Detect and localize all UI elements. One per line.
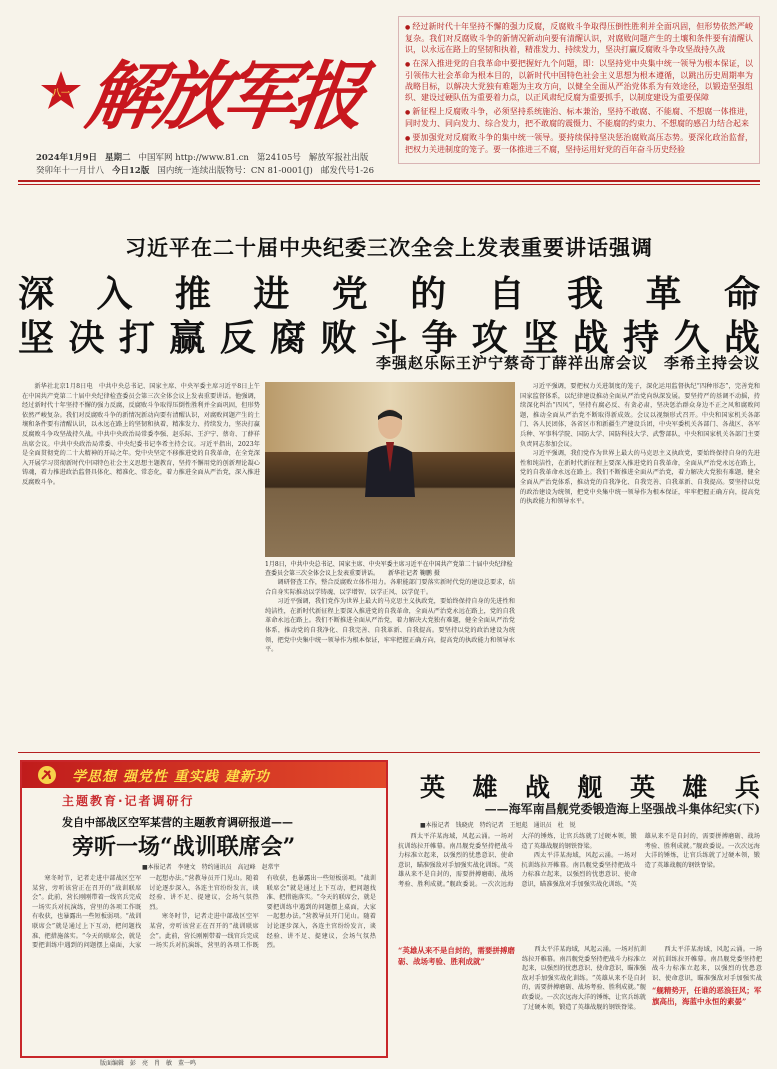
headline-char: 赢 [169,318,206,359]
headline-char: 兵 [734,773,760,802]
feature-body-continued [652,945,762,983]
headline-char: 舰 [577,773,603,802]
lunar-date: 癸卯年十一月廿八 [36,166,105,176]
headline-char: 战 [572,318,609,359]
headline-char: 打 [118,318,155,359]
masthead-info [36,152,396,178]
headline-char: 战 [723,318,760,359]
article-paragraph: 调研督查工作，整合反腐败立体作用力。各职能部门要落实新时代党的建设总要求，结合自身实际推动以学铸魂、以学增智、以学正风、以学促干。 [265,579,515,596]
postal-code: 邮发代号1-26 [320,166,374,176]
issue-number: 第24105号 [256,153,301,163]
party-emblem-icon [36,765,58,785]
headline-char: 英 [420,773,446,802]
svg-text:八一: 八一 [51,89,71,99]
speaker-figure-icon [360,402,420,497]
article-paragraph: 新华社北京1月8日电 中共中央总书记、国家主席、中央军委主席习近平8日上午在中国共产党第二十届中央纪律检查委员会第三次全体会议上发表重要讲话。他强调，经过新时代十年坚持不懈的强力反腐，反腐败斗争取得压倒性胜利并全面巩固，但形势依然严峻复杂。我们对反腐败斗争的新情况新动向要有清醒认识，对腐败问题产生的土壤和条件要有清醒认识，以永远在路上的坚韧和执着，精准发力、持续发力，坚决打赢反腐败斗争攻坚战持久战。中共中央政治局常委李强、赵乐际、王沪宁、蔡奇、丁薛祥出席会议。中共中央政治局常委、中央纪委书记李希主持会议。习近平指出，2023年是全面贯彻党的二十大精神的开局之年。党中央坚定不移推进党的自我革命，在全党深入开展学习贯彻新时代中国特色社会主义思想主题教育，坚持不懈用党的创新理论凝心铸魂，着力推进政治监督具体化、精准化、常态化，着力推进全面从严治党，深入推进反腐败斗争。 [22,383,260,486]
masthead-divider-thin [18,184,760,185]
article-paragraph: 习近平强调，我们党作为世界上最大的马克思主义执政党，要始终保持自身的先进性和纯洁性，在新时代新征程上要深入推进党的自我革命，全面从严治党永远在路上，党的自我革命永远在路上。我们不断推进全面从严治党，着力解决大党独有难题，健全全面从严治党体系，推动党的自我净化、自我完善、自我革新、自我提高。要坚持以党的政治建设为统领，把党中央集中统一领导作为根本保证，牢牢把握正确方向，提高党的执政能力和领导水平。 [520,450,760,506]
article-column-3 [520,382,760,748]
pull-quote: “英雄从来不是自封的，需要拼搏磨砺、战场考验、胜利成就” [398,946,515,966]
report-byline: ■本报记者 李建文 特约通讯员 高冠峰 赵常宇 [142,864,280,871]
headline-char: 党 [331,274,368,315]
article-paragraph: 习近平强调，我们党作为世界上最大的马克思主义执政党，要始终保持自身的先进性和纯洁性，在新时代新征程上要深入推进党的自我革命，全面从严治党永远在路上，党的自我革命永远在路上。我们不断推进全面从严治党，着力解决大党独有难题，健全全面从严治党体系，推动党的自我净化、自我完善、自我革新、自我提高。要坚持以党的政治建设为统领，把党中央集中统一领导作为根本保证，牢牢把握正确方向，提高党的执政能力和领导水平。 [265,598,515,654]
publisher: 解放军报社出版 [308,153,369,163]
bulletin-item: ● 新征程上反腐败斗争，必须坚持系统施治、标本兼治，坚持不敢腐、不能腐、不想腐一体推进，同时发力、同向发力、综合发力，把不敢腐的震慑力、不能腐的约束力、不想腐的感召力结合起来 [405,106,753,129]
bulletin-item: ● 要加强党对反腐败斗争的集中统一领导。要持续保持坚决惩治腐败高压态势。要深化政治监督，把权力关进制度的笼子。要一体推进三不腐，坚持运用好党的百年奋斗历史经验 [405,132,753,155]
article-column-1 [22,382,260,748]
report-paragraph: 寒冬时节，记者走进中部战区空军某营，旁听该营正在召开的“战训联席会”。此前，营长刚刚带着一线官兵完成一场实兵对抗演练，营里的各项工作既有收获，也暴露出一些短板弱项。“战训联席会”就是通过上下互动，把问题找准、把措施落实。“今天的联席会，就是要把训练中遇到的问题摆上桌面，大家一起想办法。”营教导员开门见山。随着讨论逐步深入，各连主官纷纷发言，谈经验、讲不足、提建议，会场气氛热烈。 [32,875,259,950]
masthead-divider [18,180,760,182]
feature-paragraph: 西太平洋某海域，风起云涌。一场对抗训练拉开帷幕。南昌舰党委坚持把战斗力标准立起来，以强烈的忧患意识、使命意识，瞄准强敌对手加强实战化训练。“英雄从来不是自封的，需要拼搏磨砺、战场考验、胜利成就。”舰政委说。一次次远海大洋的锤炼，让官兵练就了过硬本领，锻造了英雄战舰的钢铁脊梁。 [522,946,646,1011]
headline-char: 败 [320,318,357,359]
headline-char: 持 [623,318,660,359]
headline-subhead: 李强赵乐际王沪宁蔡奇丁薛祥出席会议 李希主持会议 [375,354,760,372]
cn-number: 国内统一连续出版物号：CN 81-0001(J) [157,166,313,176]
page-count: 今日12版 [112,166,150,176]
headline-char: 雄 [472,773,498,802]
report-title: 旁听一场“战训联席会” [72,834,296,860]
headline-char: 入 [96,274,133,315]
report-paragraph: 寒冬时节，记者走进中部战区空军某营，旁听该营正在召开的“战训联席会”。此前，营长刚刚带着一线官兵完成一场实兵对抗演练，营里的各项工作既有收获，也暴露出一些短板弱项。“战训联席会”就是通过上下互动，把问题找准、把措施落实。“今天的联席会，就是要把训练中遇到的问题摆上桌面，大家一起想办法。”营教导员开门见山。随着讨论逐步深入，各连主官纷纷发言，谈经验、讲不足、提建议，会场气氛热烈。 [149,875,376,950]
news-photo [265,382,515,557]
page-editors: 版面编辑 彭 亮 肖 敏 董一鸣 [100,1060,197,1067]
campaign-banner [22,762,386,788]
feature-paragraph: 西太平洋某海域，风起云涌。一场对抗训练拉开帷幕。南昌舰党委坚持把战斗力标准立起来，以强烈的忧患意识、使命意识，瞄准强敌对手加强实战化训练。“英雄从来不是自封的，需要拼搏磨砺、战场考验、胜利成就。”舰政委说。一次次远海大洋的锤炼，让官兵练就了过硬本领，锻造了英雄战舰的钢铁脊梁。 [398,833,637,888]
pull-quote: “舰精势开，任谁的恶浪狂风；军旗高出，海蓝中永恒的素晏” [652,986,762,1006]
issue-date: 2024年1月9日 [36,153,97,163]
feature-body [398,832,760,942]
issue-weekday: 星期二 [105,153,131,163]
headline-char: 进 [253,274,290,315]
headline-char: 攻 [471,318,508,359]
headline-char: 坚 [18,318,55,359]
headline-char: 命 [723,274,760,315]
headline-char: 决 [68,318,105,359]
headline-char: 腐 [270,318,307,359]
article-paragraph: 习近平强调，要把权力关进制度的笼子，深化运用监督执纪“四种形态”，完善党和国家监督体系，以纪律建设推动全面从严治党向纵深发展。要坚持严的基调不动摇，持续深化纠治“四风”，坚持有腐必反、有贪必肃，坚决惩治群众身边不正之风和腐败问题，推动全面从严治党不断取得新成效。会议以视频形式召开。中央和国家机关各部门、各人民团体，各省区市和新疆生产建设兵团，中央军委机关各部门、各战区、各军兵种、军事科学院、国防大学、国防科技大学、武警部队，中央和国家机关各部门主要负责同志参加会议。 [520,383,760,448]
headline-char: 我 [567,274,604,315]
headline-char: 深 [18,274,55,315]
key-points-bulletin [398,16,760,164]
bulletin-item: ● 经过新时代十年坚持不懈的强力反腐，反腐败斗争取得压倒性胜利并全面巩固，但形势依然严峻复杂。我们对反腐败斗争的新情况新动向要有清醒认识，对腐败问题产生的土壤和条件要有清醒认识，以永远在路上的坚韧和执着，精准发力、持续发力，坚决打赢反腐败斗争攻坚战持久战 [405,21,753,55]
star-emblem-icon [40,70,82,112]
headline-char: 自 [488,274,525,315]
feature-subtitle: ——海军南昌舰党委锻造海上坚强战斗集体纪实(下) [484,802,760,816]
feature-byline: ■本报记者 钱晓虎 特约记者 王旭彪 通讯员 杜 锐 [420,822,576,829]
feature-title [420,768,760,804]
column-series-title: 主题教育·记者调研行 [62,794,195,808]
headline-char: 革 [645,274,682,315]
headline-char: 反 [219,318,256,359]
feature-paragraph: 西太平洋某海域，风起云涌。一场对抗训练拉开帷幕。南昌舰党委坚持把战斗力标准立起来，以强烈的忧患意识、使命意识，瞄准强敌对手加强实战化训练。“英雄从来不是自封的，需要拼搏磨砺、战场考验、胜利成就。”舰政委说。一次次远海大洋的锤炼，让官兵练就了过硬本领，锻造了英雄战舰的钢铁脊梁。 [521,833,760,888]
headline-kicker: 习近平在二十届中央纪委三次全会上发表重要讲话强调 [125,236,653,260]
feature-paragraph: 西太平洋某海域，风起云涌。一场对抗训练拉开帷幕。南昌舰党委坚持把战斗力标准立起来，以强烈的忧患意识、使命意识，瞄准强敌对手加强实战 [652,946,762,982]
headline-char: 英 [629,773,655,802]
photo-caption: 1月8日，中共中央总书记、国家主席、中央军委主席习近平在中国共产党第二十届中央纪律检查委员会第三次全体会议上发表重要讲话。 新华社记者 鞠鹏 摄 [265,561,513,577]
theme-education-report-box [20,760,388,1058]
section-divider [18,752,760,753]
campaign-slogan: 学思想 强党性 重实践 建新功 [72,769,270,785]
headline-char: 推 [174,274,211,315]
headline-char: 争 [421,318,458,359]
headline-char: 的 [410,274,447,315]
headline-char: 久 [673,318,710,359]
bulletin-item: ● 在深入推进党的自我革命中要把握好九个问题，即：以坚持党中央集中统一领导为根本保证，以引领伟大社会革命为根本目的，以新时代中国特色社会主义思想为根本遵循，以跳出历史周期率为战略目标，以解决大党独有难题为主攻方向，以健全全面从严治党体系为有效途径，以锻造坚强组织、建设过硬队伍为重要着力点，以正风肃纪反腐为重要抓手，以制度建设为重要保障 [405,58,753,103]
website[interactable]: 中国军网 http://www.81.cn [138,153,249,163]
report-body [32,874,376,1052]
headline-char: 战 [524,773,550,802]
feature-body-continued [522,945,646,1055]
headline-char: 雄 [682,773,708,802]
report-kicker: 发自中部战区空军某营的主题教育调研报道—— [62,816,293,829]
headline-char: 斗 [370,318,407,359]
article-column-2 [265,578,515,748]
masthead-title: 解放军报 [81,54,366,140]
headline-char: 坚 [522,318,559,359]
